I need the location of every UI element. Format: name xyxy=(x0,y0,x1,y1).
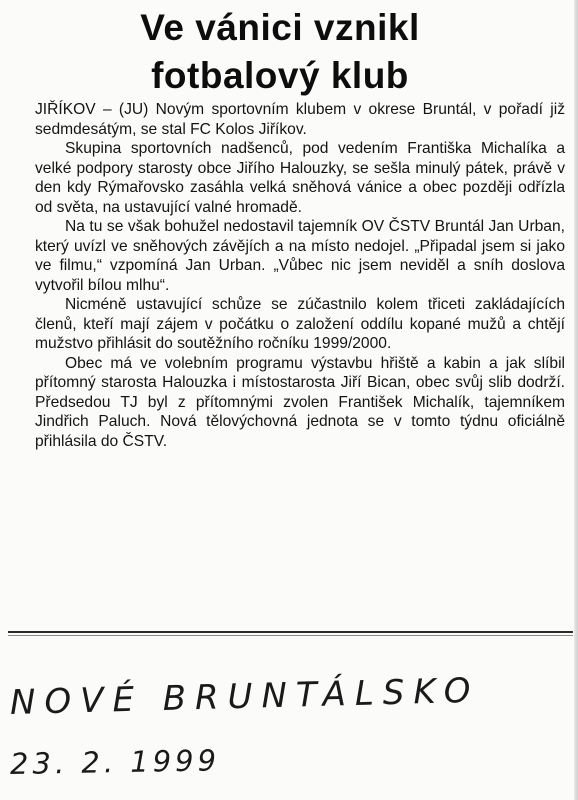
divider-line-thin xyxy=(8,635,573,636)
article-body xyxy=(35,100,565,451)
article-paragraph: Obec má ve volebním programu výstavbu hřiště a kabin a jak slíbil přítomný starosta Halouzka i místostarosta Jiří Bican, obec svůj slib dodrží. Předsedou TJ byl z přítomnými zvolen František Michalík, tajemníkem Jindřich Paluch. Nová tělovýchovná jednota se v tomto týdnu oficiálně přihlásila do ČSTV. xyxy=(35,354,565,450)
scan-edge-shadow xyxy=(574,0,578,800)
article-paragraph: Skupina sportovních nadšenců, pod vedením Františka Michalíka a velké podpory starosty obce Jiřího Halouzky, se sešla minulý pátek, právě v den kdy Rýmařovsko zasáhla velká sněhová vánice a obec později odřízla od světa, na ustavující valné hromadě. xyxy=(35,140,565,216)
handwritten-date-note: 23. 2. 1999 xyxy=(9,743,221,781)
article-lead-paragraph: JIŘÍKOV – (JU) Novým sportovním klubem v okrese Bruntál, v pořadí již sedmdesátým, se stal FC Kolos Jiříkov. xyxy=(35,101,565,138)
handwritten-source-note: NOVÉ BRUNTÁLSKO xyxy=(9,670,480,723)
article-paragraph: Na tu se však bohužel nedostavil tajemník OV ČSTV Bruntál Jan Urban, který uvízl ve sněhových závějích a na místo nedojel. „Připadal jsem si jako ve filmu,“ vzpomíná Jan Urban. „Vůbec nic jsem neviděl a sníh doslova vytvořil bílou mlhu“. xyxy=(35,218,565,294)
headline-line-2: fotbalový klub xyxy=(151,55,409,96)
headline xyxy=(0,4,560,100)
headline-line-1: Ve vánici vznikl xyxy=(140,7,420,48)
article-paragraph: Nicméně ustavující schůze se zúčastnilo kolem třiceti zakládajících členů, kteří mají zájem v počátku o založení oddílu kopané mužů a chtějí mužstvo přihlásit do soutěžního ročníku 1999/2000. xyxy=(35,296,565,352)
divider-line xyxy=(8,631,573,633)
